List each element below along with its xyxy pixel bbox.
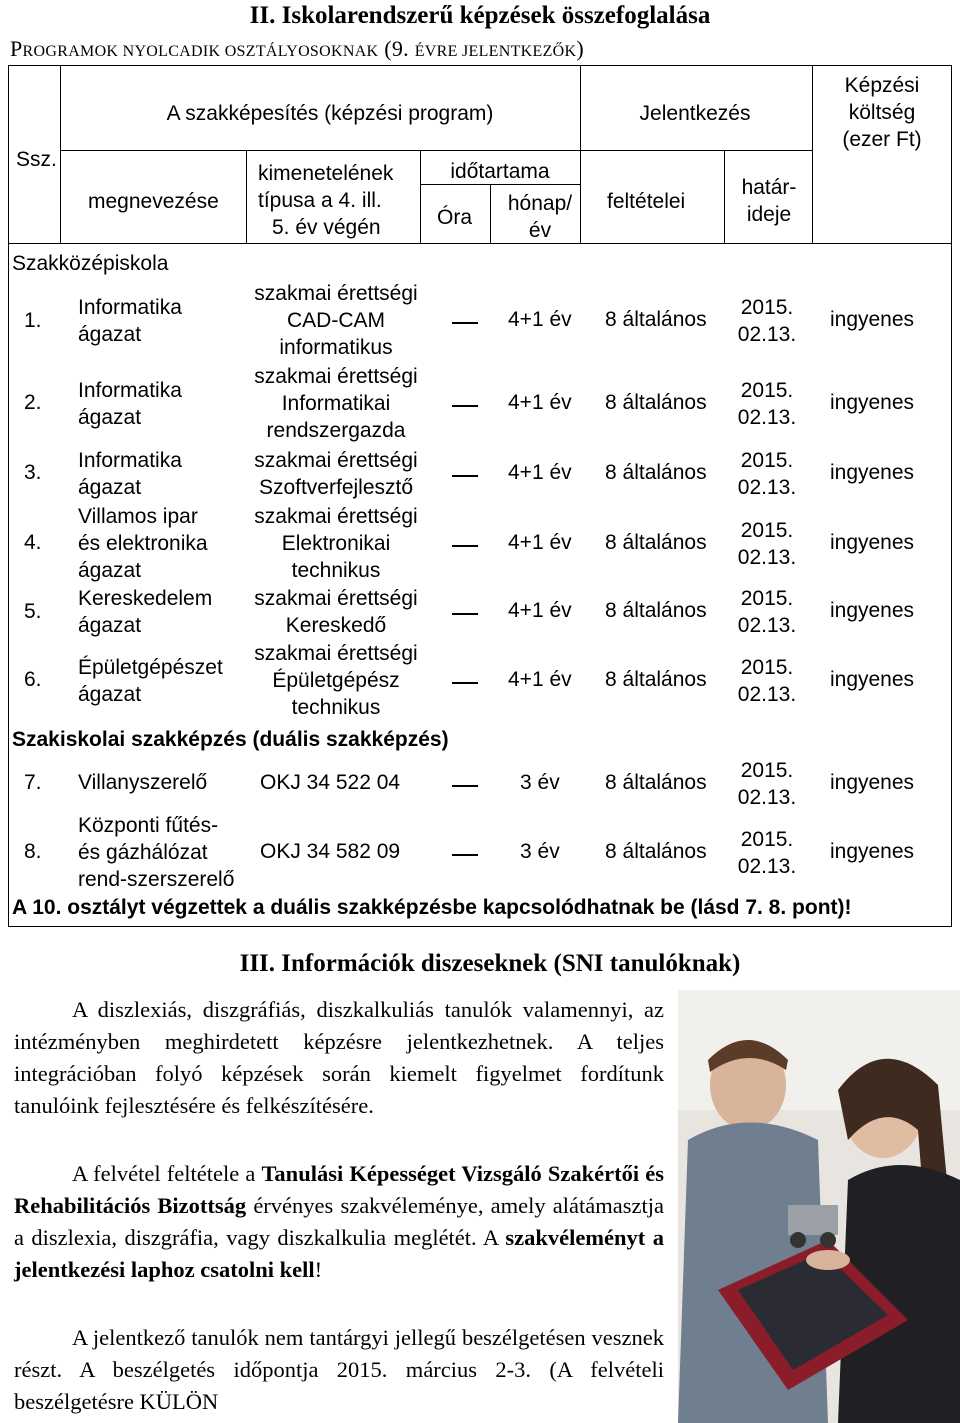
paragraph-1 [14,994,664,1122]
row-name: Villanyszerelő [78,771,208,794]
row-condition: 8 általános [605,599,707,622]
row-outcome: szakmai érettségi CAD-CAM informatikus [254,282,418,359]
header-ssz: Ssz. [16,148,57,171]
row-hours-dash [452,475,478,477]
row-number: 2. [24,391,42,414]
row-cost: ingyenes [829,531,915,554]
header-hatarideje-line: határ- [741,176,797,199]
row-name: Informatika ágazat [78,379,182,429]
header-cost-line: költség [848,101,916,124]
row-deadline: 2015. 02.13. [737,449,797,499]
row-condition: 8 általános [605,308,707,331]
header-kimenet-line: kimenetelének [258,162,394,185]
page-subtitle [10,36,584,62]
table-footnote: A 10. osztályt végzettek a duális szakképzésbe kapcsolódhatnak be (lásd 7. 8. pont)! [12,896,852,919]
header-hatarideje [724,174,814,228]
row-number: 8. [24,840,42,863]
section-szakkozep: Szakközépiskola [12,252,169,275]
header-cost-line: (ezer Ft) [842,128,922,151]
header-megnevezese: megnevezése [88,190,219,213]
row-condition: 8 általános [605,668,707,691]
paragraph-text: A felvétel feltétele a Tanulási Képességet Vizsgáló Szakértői és Rehabilitációs Bizottság érvényes szakvéleménye, amely alátámasztja a diszlexia, diszgráfia, vagy diszkalkulia meglétét. A szakvéleményt a jelentkezési laphoz csatolni kell! [14,1161,664,1282]
row-hours-dash [452,613,478,615]
row-cost: ingyenes [829,391,915,414]
row-duration: 3 év [520,771,560,794]
row-condition: 8 általános [605,531,707,554]
header-kimenet-line: 5. év végén [272,216,381,239]
header-ora: Óra [437,206,473,229]
subtitle-part: ÉVRE JELENTKEZŐK [414,43,577,60]
section-title: III. Információk diszeseknek (SNI tanulóknak) [239,950,741,977]
subtitle-part: (9. [378,36,415,61]
row-okj: OKJ 34 522 04 [260,771,401,794]
row-hours-dash [452,545,478,547]
row-condition: 8 általános [605,771,707,794]
row-condition: 8 általános [605,840,707,863]
row-duration: 4+1 év [508,461,572,484]
row-number: 1. [24,309,42,332]
row-name: Informatika ágazat [78,449,182,499]
row-outcome: szakmai érettségi Kereskedő [254,587,418,637]
row-name: Épületgépészet ágazat [78,656,223,706]
row-hours-dash [452,854,478,856]
header-honap-line: hónap/ [507,192,573,215]
row-cost: ingyenes [829,599,915,622]
row-cost: ingyenes [829,668,915,691]
row-name: Informatika ágazat [78,296,182,346]
table-top-border [8,65,952,66]
header-kimenet [258,160,393,241]
row-condition: 8 általános [605,391,707,414]
page-title: II. Iskolarendszerű képzések összefoglalása [249,2,711,29]
row-number: 7. [24,771,42,794]
row-hours-dash [452,785,478,787]
row-condition: 8 általános [605,461,707,484]
paragraph-3 [14,1322,664,1418]
row-outcome: szakmai érettségi Elektronikai technikus [254,505,418,582]
row-deadline: 2015. 02.13. [737,379,797,429]
row-cost: ingyenes [829,840,915,863]
header-hatarideje-line: ideje [746,203,792,226]
row-duration: 4+1 év [508,308,572,331]
row-number: 3. [24,461,42,484]
subtitle-part: ) [576,36,585,61]
row-number: 4. [24,531,42,554]
header-honap-line: év [528,219,552,242]
header-honap [490,190,590,244]
row-name: Kereskedelem ágazat [78,587,213,637]
row-name: Villamos ipar és elektronika ágazat [78,505,208,582]
table-bottom-border [8,926,952,927]
header-cost-line: Képzési [844,74,920,97]
row-duration: 4+1 év [508,668,572,691]
row-hours-dash [452,682,478,684]
row-deadline: 2015. 02.13. [737,759,797,809]
row-outcome: szakmai érettségi Szoftverfejlesztő [254,449,418,499]
paragraph-text: A jelentkező tanulók nem tantárgyi jellegű beszélgetésen vesznek részt. A beszélgetés időpontja 2015. március 2-3. (A felvételi beszélgetésre KÜLÖN [14,1325,664,1414]
row-deadline: 2015. 02.13. [737,296,797,346]
header-feltetelei: feltételei [607,190,686,213]
row-cost: ingyenes [829,461,915,484]
row-deadline: 2015. 02.13. [737,587,797,637]
row-okj: OKJ 34 582 09 [260,840,401,863]
row-hours-dash [452,405,478,407]
row-cost: ingyenes [829,308,915,331]
header-jelentkezes: Jelentkezés [639,102,751,125]
paragraph-text: A diszlexiás, diszgráfiás, diszkalkuliás tanulók valamennyi, az intézményben meghirdetett képzésre jelentkezhetnek. A teljes integrációban folyó képzések során kiemelt figyelmet fordítunk tanulóink fejlesztésére és felkészítésére. [14,997,664,1118]
row-number: 5. [24,600,42,623]
row-outcome: szakmai érettségi Épületgépész technikus [254,642,418,719]
row-deadline: 2015. 02.13. [737,828,797,878]
row-number: 6. [24,668,42,691]
row-deadline: 2015. 02.13. [737,519,797,569]
row-deadline: 2015. 02.13. [737,656,797,706]
row-duration: 3 év [520,840,560,863]
row-duration: 4+1 év [508,391,572,414]
row-name: Központi fűtés- és gázhálózat rend-szerszerelő [78,814,235,891]
header-program: A szakképesítés (képzési program) [166,102,494,125]
header-idotartama: időtartama [450,160,550,183]
section-szakiskola: Szakiskolai szakképzés (duális szakképzés) [12,728,449,751]
row-cost: ingyenes [829,771,915,794]
header-kimenet-line: típusa a 4. ill. [258,189,382,212]
table-left-border [8,65,9,927]
photo-students-laptop [678,990,960,1423]
header-cost [812,72,952,153]
table-right-border [951,65,952,927]
row-hours-dash [452,322,478,324]
row-duration: 4+1 év [508,599,572,622]
subtitle-part: ROGRAMOK NYOLCADIK OSZTÁLYOSOKNAK [22,43,379,60]
row-duration: 4+1 év [508,531,572,554]
paragraph-2 [14,1158,664,1286]
subtitle-part: P [10,36,23,61]
row-outcome: szakmai érettségi Informatikai rendszergazda [254,365,418,442]
